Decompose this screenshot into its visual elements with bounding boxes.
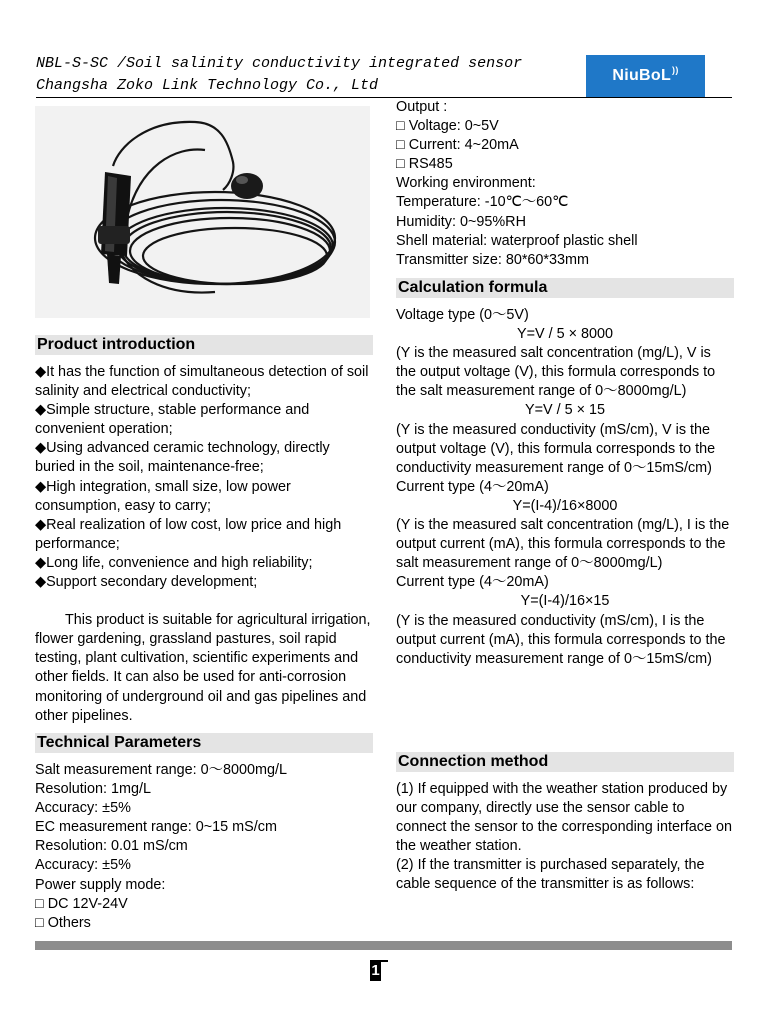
param-line: Humidity: 0~95%RH	[396, 213, 526, 230]
param-line: Shell material: waterproof plastic shell	[396, 232, 638, 249]
formula-description: (Y is the measured salt concentration (mg/L), V is the output voltage (V), this formula corresponds to the salt measurement range of 0～8000mg/L)	[396, 345, 716, 400]
param-line: □ Current: 4~20mA	[396, 137, 519, 154]
param-line: EC measurement range: 0~15 mS/cm	[35, 819, 277, 836]
feature-bullet: ◆High integration, small size, low power consumption, easy to carry;	[35, 478, 291, 514]
param-line: □ Others	[35, 914, 91, 931]
param-line: Resolution: 1mg/L	[35, 781, 151, 798]
param-line: □ DC 12V-24V	[35, 895, 128, 912]
feature-bullet: ◆Long life, convenience and high reliability;	[35, 554, 313, 571]
product-photo	[35, 106, 370, 318]
footer-bar	[35, 941, 732, 950]
param-line: Power supply mode:	[35, 876, 166, 893]
formula: Y=V / 5 × 8000	[516, 326, 613, 343]
intro-heading: Product introduction	[35, 335, 373, 355]
connection-heading: Connection method	[396, 752, 734, 772]
signal-icon: ))	[672, 65, 679, 75]
param-line: Output :	[396, 99, 448, 115]
document-header	[36, 53, 522, 97]
formula-description: (Y is the measured salt concentration (mg/L), I is the output current (mA), this formula corresponds to the salt measurement range of 0～8000mg/L)	[396, 517, 730, 572]
param-line: Resolution: 0.01 mS/cm	[35, 838, 188, 855]
param-line: Transmitter size: 80*60*33mm	[396, 251, 590, 268]
page-number-tick	[381, 960, 388, 962]
niubol-logo	[586, 55, 705, 97]
param-line: □ Voltage: 0~5V	[396, 118, 499, 135]
param-line: Accuracy: ±5%	[35, 857, 131, 874]
tech-params-right-column	[396, 98, 734, 270]
formula: Y=V / 5 × 15	[524, 402, 605, 419]
calculation-heading: Calculation formula	[396, 278, 734, 298]
calculation-section	[396, 278, 734, 669]
formula-description: (Y is the measured conductivity (mS/cm), I is the output current (mA), this formula corresponds to the conductivity measurement range of 0～15mS/cm)	[396, 612, 726, 667]
param-line: □ RS485	[396, 156, 453, 173]
formula: Y=(I-4)/16×15	[520, 593, 610, 610]
intro-section	[35, 335, 373, 726]
connection-section	[396, 752, 734, 895]
feature-bullet: ◆Real realization of low cost, low price and high performance;	[35, 516, 342, 552]
feature-bullet: ◆Using advanced ceramic technology, directly buried in the soil, maintenance-free;	[35, 440, 330, 476]
current-type-label: Current type (4～20mA)	[396, 478, 549, 495]
tech-params-section	[35, 733, 373, 933]
param-line: Temperature: -10℃～60℃	[396, 194, 569, 211]
current-type-label: Current type (4～20mA)	[396, 574, 549, 591]
feature-bullet: ◆Support secondary development;	[35, 574, 258, 591]
page-number: 1	[371, 962, 380, 979]
logo-text: NiuBoL	[612, 67, 672, 84]
connection-paragraph: (1) If equipped with the weather station produced by our company, directly use the sensor cable to connect the sensor to the corresponding interface on the weather station.	[396, 781, 732, 855]
param-line: Working environment:	[396, 175, 536, 192]
tech-params-heading: Technical Parameters	[35, 733, 373, 753]
connection-paragraph: (2) If the transmitter is purchased separately, the cable sequence of the transmitter is as follows:	[396, 857, 705, 893]
header-company-name: Changsha Zoko Link Technology Co., Ltd	[36, 77, 379, 94]
formula: Y=(I-4)/16×8000	[512, 497, 618, 514]
formula-description: (Y is the measured conductivity (mS/cm), V is the output voltage (V), this formula corresponds to the conductivity measurement range of 0～15mS/cm)	[396, 421, 716, 476]
param-line: Salt measurement range: 0～8000mg/L	[35, 762, 287, 778]
feature-bullet: ◆Simple structure, stable performance and convenient operation;	[35, 402, 310, 438]
voltage-type-label: Voltage type (0～5V)	[396, 307, 529, 323]
param-line: Accuracy: ±5%	[35, 800, 131, 817]
sensor-cable-image	[35, 106, 370, 318]
intro-paragraph: This product is suitable for agricultural irrigation, flower gardening, grassland pastures, soil rapid testing, plant cultivation, scientific experiments and other fields. It can also be used for anti-corrosion monitoring of underground oil and gas pipelines and other pipelines.	[35, 612, 371, 724]
header-product-title: NBL-S-SC /Soil salinity conductivity integrated sensor	[36, 55, 523, 72]
feature-bullet: ◆It has the function of simultaneous detection of soil salinity and electrical conductivity;	[35, 364, 369, 400]
